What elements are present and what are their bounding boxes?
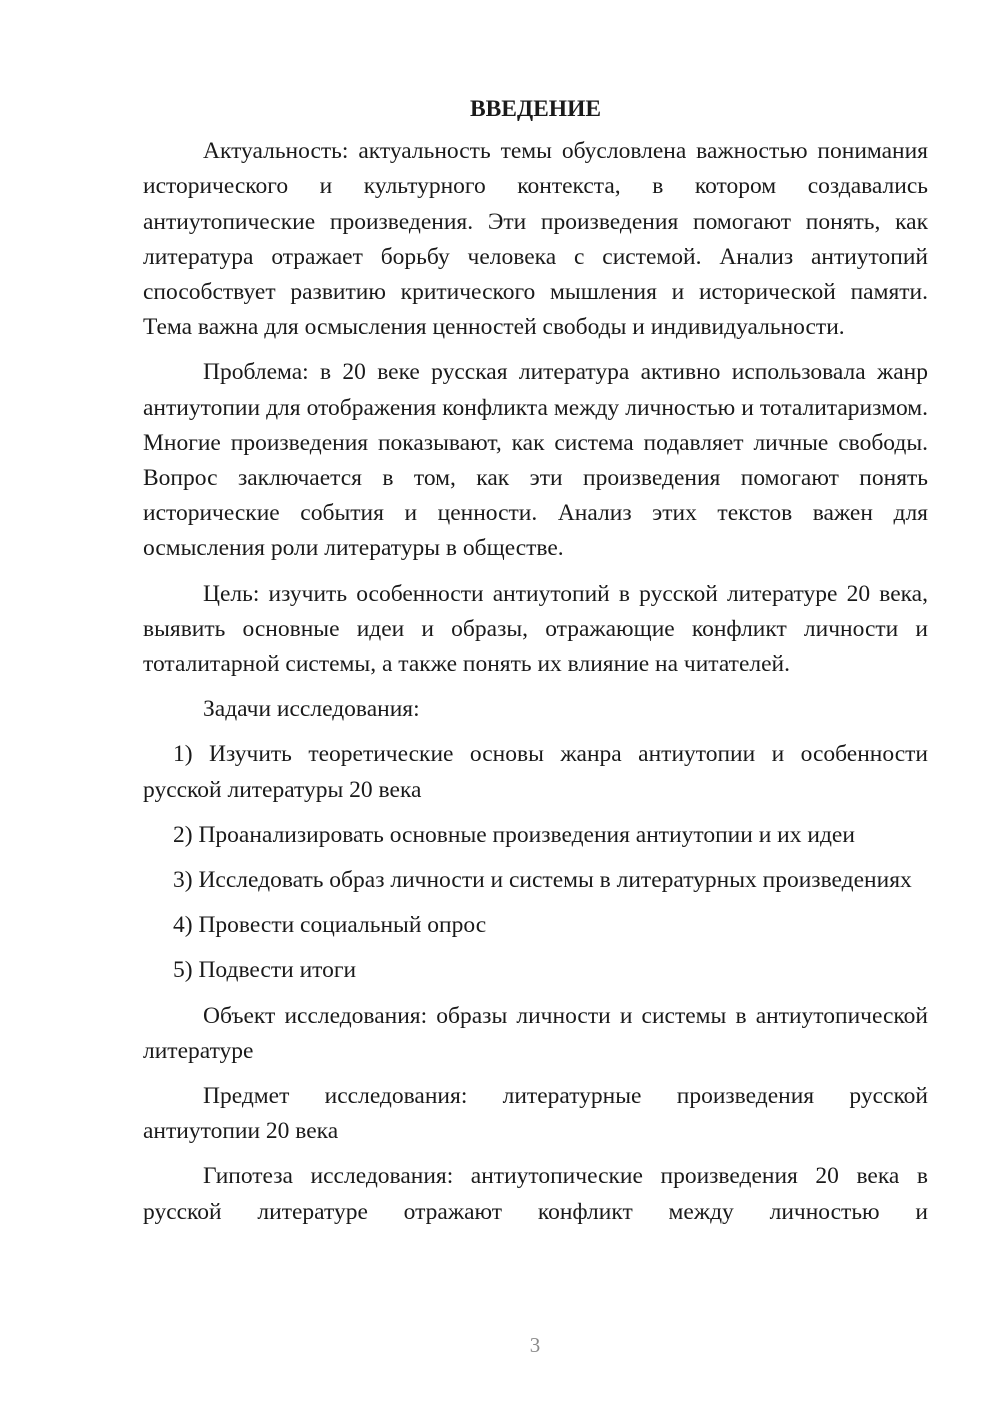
task-item-2: 2) Проанализировать основные произведения антиутопии и их идеи [173,821,855,848]
problem-paragraph: Проблема: в 20 веке русская литература активно использовала жанр антиутопии для отображения конфликта между личностью и тоталитаризмом. Многие произведения показывают, как система подавляет личные свободы. Вопрос заключается в том, как эти произведения помогают понять исторические события и ценности. Анализ этих текстов важен для осмысления роли литературы в обществе. [143,359,928,562]
task-item-4: 4) Провести социальный опрос [173,912,487,939]
document-page [143,92,928,1230]
research-object-paragraph: Объект исследования: образы личности и системы в антиутопической литературе [143,1002,928,1064]
task-item-5: 5) Подвести итоги [173,957,357,984]
page-number: 3 [529,1333,541,1357]
goal-paragraph: Цель: изучить особенности антиутопий в русской литературе 20 века, выявить основные идеи и образы, отражающие конфликт личности и тоталитарной системы, а также понять их влияние на читателей. [143,580,928,678]
research-subject-paragraph: Предмет исследования: литературные произведения русской антиутопии 20 века [143,1083,928,1145]
task-item-3: 3) Исследовать образ личности и системы в литературных произведениях [173,867,912,894]
task-item-1: 1) Изучить теоретические основы жанра антиутопии и особенности русской литературы 20 века [143,741,928,803]
tasks-heading: Задачи исследования: [203,696,420,723]
hypothesis-paragraph: Гипотеза исследования: антиутопические произведения 20 века в русской литературе отражают конфликт между личностью и [143,1163,928,1225]
section-title: ВВЕДЕНИЕ [469,96,602,122]
relevance-paragraph: Актуальность: актуальность темы обусловлена важностью понимания исторического и культурного контекста, в котором создавались антиутопические произведения. Эти произведения помогают понять, как литература отражает борьбу человека с системой. Анализ антиутопий способствует развитию критического мышления и исторической памяти. Тема важна для осмысления ценностей свободы и индивидуальности. [143,138,928,341]
